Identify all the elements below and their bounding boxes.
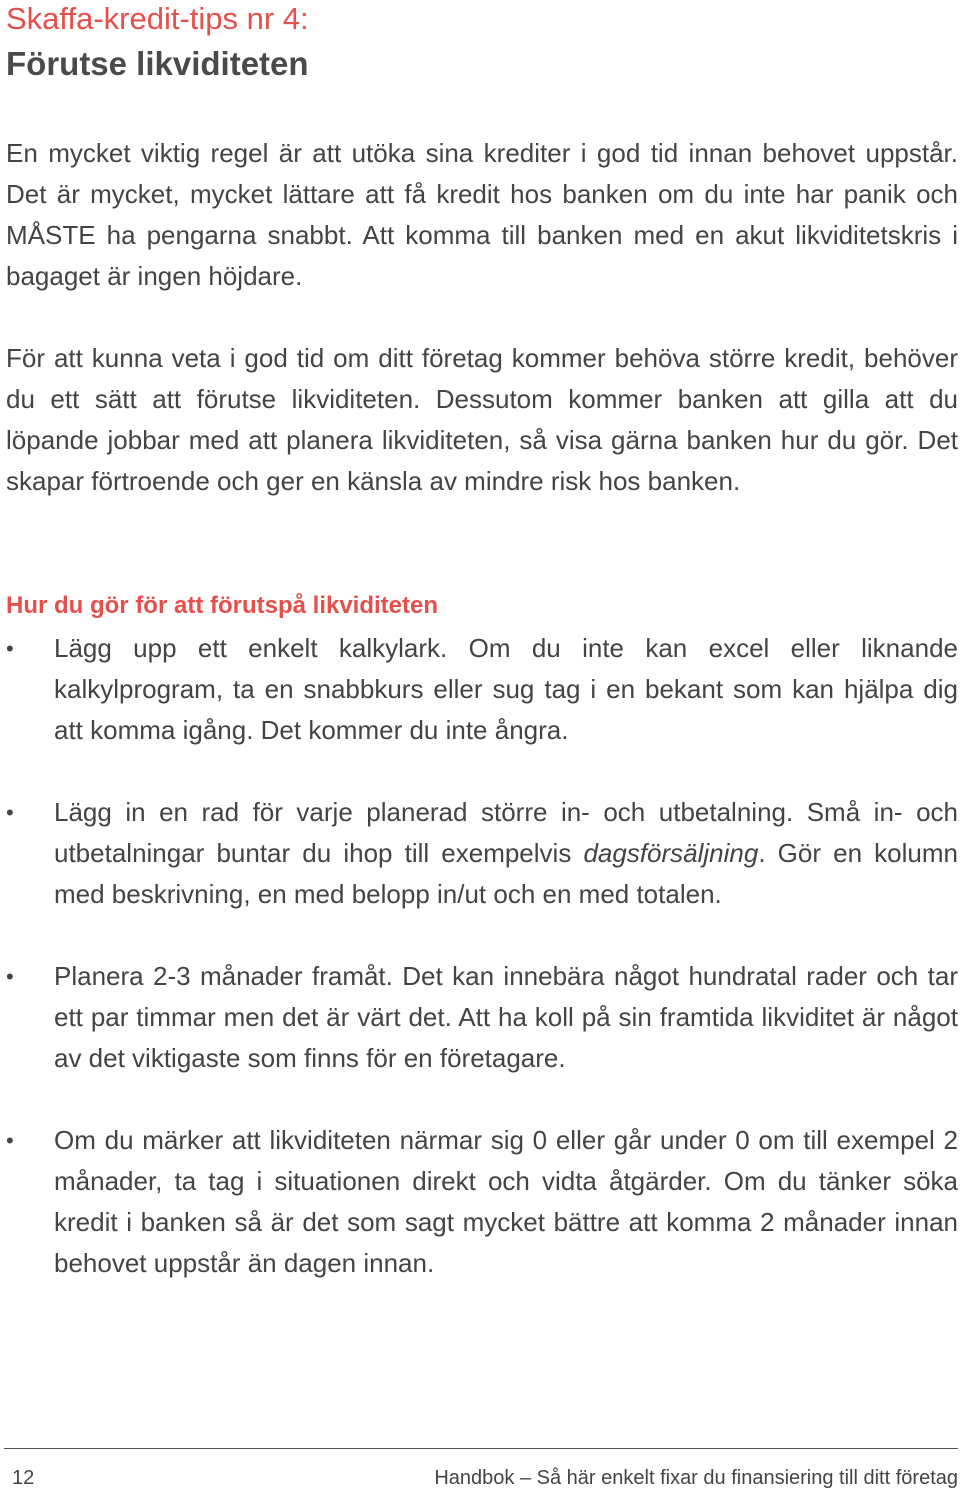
list-item xyxy=(0,1120,960,1284)
bullet-icon: • xyxy=(6,1128,14,1153)
page-title: Förutse likviditeten xyxy=(6,45,309,82)
list-item-text: Planera 2-3 månader framåt. Det kan innebära något hundratal rader och tar ett par timmar men det är värt det. Att ha koll på sin framtida likviditet är något av det viktigaste som finns för en företagare. xyxy=(54,961,958,1073)
section-heading: Hur du gör för att förutspå likviditeten xyxy=(6,592,439,619)
page-number: 12 xyxy=(12,1467,35,1489)
tip-kicker: Skaffa-kredit-tips nr 4: xyxy=(6,1,309,36)
list-item xyxy=(0,628,960,751)
list-item-text: Om du märker att likviditeten närmar sig 0 eller går under 0 om till exempel 2 månader, ta tag i situationen direkt och vidta åtgärder. Om du tänker söka kredit i banken så är det som sagt mycket bättre att komma 2 månader innan behovet uppstår än dagen innan. xyxy=(54,1125,958,1278)
list-item-text-start: Lägg in en rad för varje planerad större in- och utbetalning. Små in- och utbetalningar buntar du ihop till exempelvis xyxy=(54,797,958,868)
footer-book-title: Handbok – Så här enkelt fixar du finansiering till ditt företag xyxy=(434,1467,958,1489)
intro-paragraph: En mycket viktig regel är att utöka sina krediter i god tid innan behovet uppstår. Det är mycket, mycket lättare att få kredit hos banken om du inte har panik och MÅSTE ha pengarna snabbt. Att komma till banken med en akut likviditetskris i bagaget är ingen höjdare. xyxy=(6,138,958,291)
list-item xyxy=(0,792,960,915)
list-item-emphasis: dagsförsäljning xyxy=(583,838,759,868)
bullet-icon: • xyxy=(6,800,14,825)
list-item xyxy=(0,956,960,1079)
list-item-text-end: . Gör en kolumn med beskrivning, en med belopp in/ut och en med totalen. xyxy=(54,838,958,909)
bullet-icon: • xyxy=(6,964,14,989)
tips-bullet-list xyxy=(0,628,960,1325)
list-item-text xyxy=(54,797,958,909)
footer-divider xyxy=(4,1448,958,1449)
forecast-paragraph: För att kunna veta i god tid om ditt företag kommer behöva större kredit, behöver du ett sätt att förutse likviditeten. Dessutom kommer banken att gilla att du löpande jobbar med att planera likviditeten, så visa gärna banken hur du gör. Det skapar förtroende och ger en känsla av mindre risk hos banken. xyxy=(6,343,958,496)
bullet-icon: • xyxy=(6,636,14,661)
list-item-text: Lägg upp ett enkelt kalkylark. Om du inte kan excel eller liknande kalkylprogram, ta en snabbkurs eller sug tag i en bekant som kan hjälpa dig att komma igång. Det kommer du inte ångra. xyxy=(54,633,958,745)
